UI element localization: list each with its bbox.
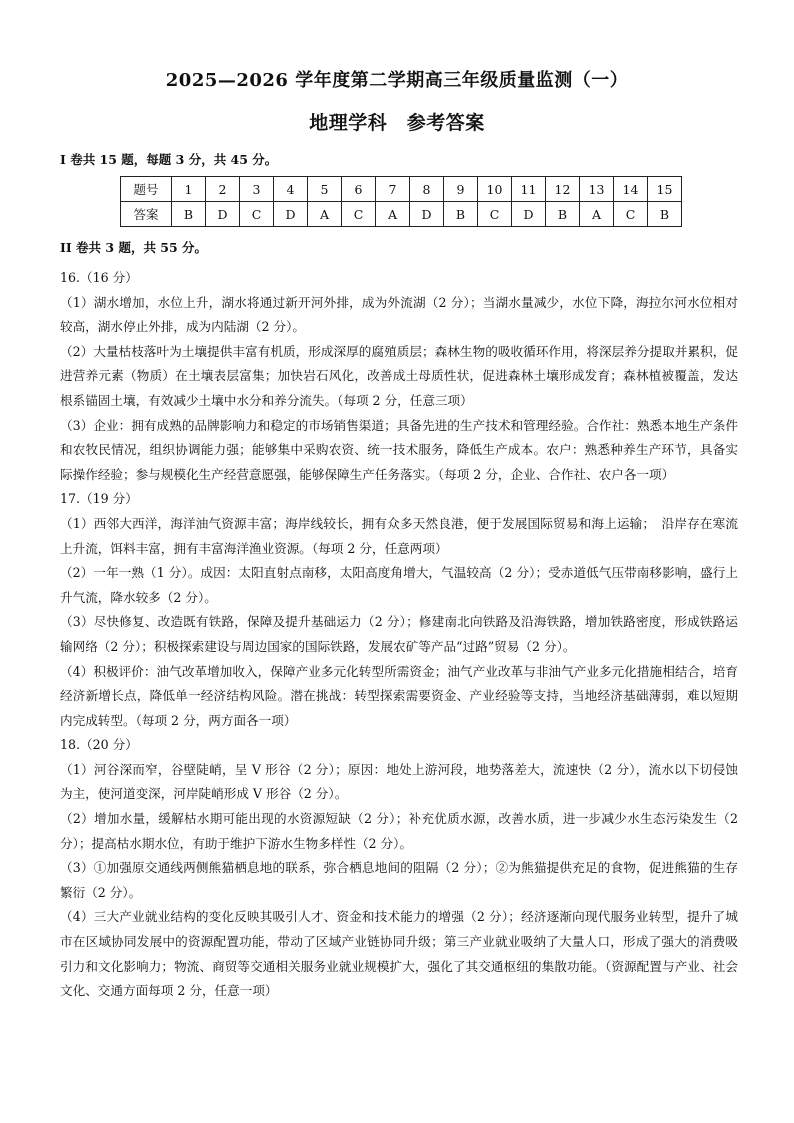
q18-answer-4: （4）三大产业就业结构的变化反映其吸引人才、资金和技术能力的增强（2 分）；经济逐渐向现代服务业转型，提升了城市在区域协同发展中的资源配置功能，带动了区域产业链协同升级；第三产业就业吸纳了大量人口，形成了强大的消费吸引力和文化影响力；物流、商贸等交通相关服务业就业规模扩大，强化了其交通枢纽的集散功能。（资源配置与产业、社会文化、交通方面每项 2 分，任意一项） xyxy=(60,909,738,999)
q17-answer-3: （3）尽快修复、改造既有铁路，保障及提升基础运力（2 分）；修建南北向铁路及沿海铁路，增加铁路密度，形成铁路运输网络（2 分）；积极探索建设与周边国家的国际铁路，发展农矿等产品“过路”贸易（2 分）。 xyxy=(60,614,738,654)
table-row-answers xyxy=(121,202,682,227)
q17-title: 17.（19 分） xyxy=(60,491,138,507)
question-number: 4 xyxy=(274,177,308,202)
q16-title: 16.（16 分） xyxy=(60,270,138,285)
question-number: 8 xyxy=(410,177,444,202)
question-number: 15 xyxy=(648,177,682,202)
answer-choice: B xyxy=(444,202,478,227)
answer-choice: B xyxy=(546,202,580,227)
table-row-numbers xyxy=(121,177,682,202)
q18-answer-1: （1）河谷深而窄，谷壁陡峭，呈 V 形谷（2 分）；原因：地处上游河段，地势落差大，流速快（2 分），流水以下切侵蚀为主，使河道变深，河岸陡峭形成 V 形谷（2 分）。 xyxy=(60,761,738,802)
q17-answer-2: （2）一年一熟（1 分）。成因：太阳直射点南移，太阳高度角增大，气温较高（2 分）；受赤道低气压带南移影响，盛行上升气流，降水较多（2 分）。 xyxy=(60,565,738,605)
page-subtitle: 地理学科 参考答案 xyxy=(309,112,485,134)
question-number: 13 xyxy=(580,177,614,202)
answer-choice: B xyxy=(648,202,682,227)
question-number: 11 xyxy=(512,177,546,202)
page-title: 2025—2026 学年度第二学期高三年级质量监测（一） xyxy=(165,70,629,91)
q17-answer-1: （1）西邻大西洋，海洋油气资源丰富；海岸线较长，拥有众多天然良港，便于发展国际贸易和海上运输； 沿岸存在寒流上升流，饵料丰富，拥有丰富海洋渔业资源。（每项 2 分，任意两项） xyxy=(60,515,738,556)
q16-answer-1: （1）湖水增加，水位上升，湖水将通过新开河外排，成为外流湖（2 分）；当湖水量减少，水位下降，海拉尔河水位相对较高，湖水停止外排，成为内陆湖（2 分）。 xyxy=(60,294,738,335)
answer-choice: D xyxy=(410,202,444,227)
answers-body xyxy=(60,266,738,1004)
answer-choice: D xyxy=(274,202,308,227)
question-number: 7 xyxy=(376,177,410,202)
q16-answer-3: （3）企业：拥有成熟的品牌影响力和稳定的市场销售渠道；具备先进的生产技术和管理经验。合作社：熟悉本地生产条件和农牧民情况，组织协调能力强；能够集中采购农资、统一技术服务，降低生产成本。农户：熟悉种养生产环节，具备实际操作经验；参与规模化生产经营意愿强，能够保障生产任务落实。（每项 2 分，企业、合作社、农户各一项） xyxy=(60,417,738,482)
answer-choice: B xyxy=(172,202,206,227)
question-number: 12 xyxy=(546,177,580,202)
question-number: 2 xyxy=(206,177,240,202)
q17-answer-4: （4）积极评价：油气改革增加收入，保障产业多元化转型所需资金；油气产业改革与非油气产业多元化措施相结合，培育经济新增长点，降低单一经济结构风险。潜在挑战：转型探索需要资金、产业经验等支持，当地经济基础薄弱，难以短期内完成转型。（每项 2 分，两方面各一项） xyxy=(60,663,738,728)
question-number: 1 xyxy=(172,177,206,202)
answer-choice: C xyxy=(614,202,648,227)
answer-choice: C xyxy=(478,202,512,227)
question-number: 6 xyxy=(342,177,376,202)
q18-answer-3: （3）①加强原交通线两侧熊猫栖息地的联系，弥合栖息地间的阻隔（2 分）；②为熊猫提供充足的食物，促进熊猫的生存繁衍（2 分）。 xyxy=(60,860,738,900)
answer-choice: D xyxy=(512,202,546,227)
question-number: 10 xyxy=(478,177,512,202)
answer-choice: D xyxy=(206,202,240,227)
q18-answer-2: （2）增加水量，缓解枯水期可能出现的水资源短缺（2 分）；补充优质水源，改善水质，进一步减少水生态污染发生（2 分）；提高枯水期水位，有助于维护下游水生物多样性（2 分）。 xyxy=(60,811,738,851)
question-number: 9 xyxy=(444,177,478,202)
answer-table xyxy=(120,176,682,227)
row-label-answers: 答案 xyxy=(121,202,172,227)
q16-answer-2: （2）大量枯枝落叶为土壤提供丰富有机质，形成深厚的腐殖质层；森林生物的吸收循环作用，将深层养分提取并累积，促进营养元素（物质）在土壤表层富集；加快岩石风化，改善成土母质性状，促进森林土壤形成发育；森林植被覆盖，发达根系锚固土壤，有效减少土壤中水分和养分流失。（每项 2 分，任意三项） xyxy=(60,343,738,408)
question-number: 3 xyxy=(240,177,274,202)
answer-choice: A xyxy=(580,202,614,227)
part1-heading: I 卷共 15 题，每题 3 分，共 45 分。 xyxy=(60,152,278,167)
q18-title: 18.（20 分） xyxy=(60,737,138,753)
row-label-numbers: 题号 xyxy=(121,177,172,202)
question-number: 14 xyxy=(614,177,648,202)
answer-choice: A xyxy=(308,202,342,227)
part2-heading: II 卷共 3 题，共 55 分。 xyxy=(60,240,208,255)
answer-choice: A xyxy=(376,202,410,227)
answer-choice: C xyxy=(240,202,274,227)
question-number: 5 xyxy=(308,177,342,202)
answer-choice: C xyxy=(342,202,376,227)
